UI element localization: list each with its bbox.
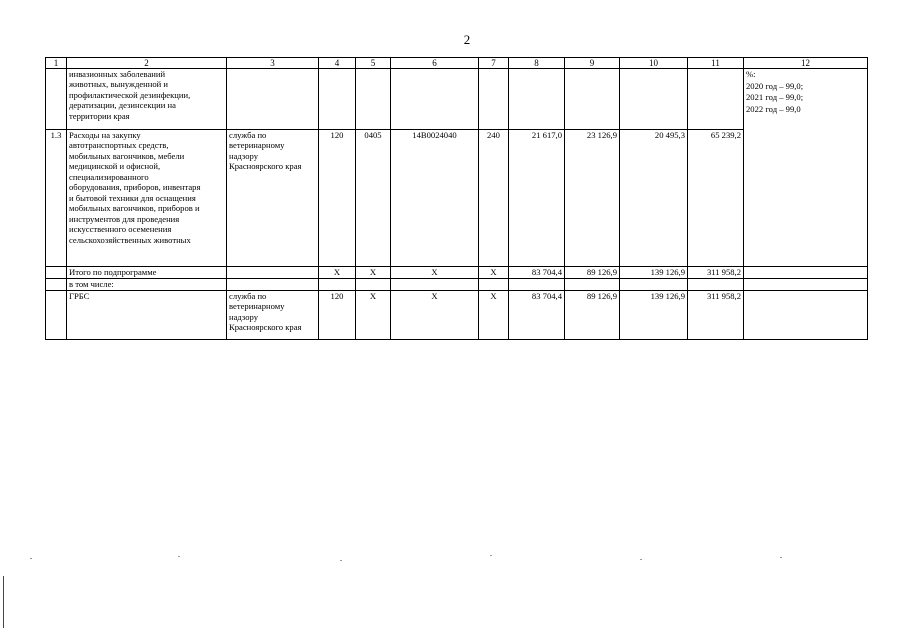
row-name: в том числе: xyxy=(67,279,227,291)
row-cell xyxy=(688,69,744,130)
row-cell: 14В0024040 xyxy=(391,130,479,267)
row-cell: Х xyxy=(356,291,391,340)
row-cell xyxy=(391,279,479,291)
row-cell: 0405 xyxy=(356,130,391,267)
row-executor xyxy=(227,279,319,291)
table-row xyxy=(46,69,868,130)
row-result xyxy=(744,279,868,291)
row-cell: 83 704,4 xyxy=(509,291,565,340)
row-cell: 21 617,0 xyxy=(509,130,565,267)
row-executor: служба по ветеринарному надзору Красноярского края xyxy=(227,130,319,267)
row-result xyxy=(744,267,868,279)
row-cell: Х xyxy=(319,267,356,279)
scan-edge-mark xyxy=(3,576,4,628)
scan-speck xyxy=(178,556,180,557)
row-result xyxy=(744,291,868,340)
row-cell: Х xyxy=(391,291,479,340)
header-cell: 6 xyxy=(391,58,479,69)
row-cell xyxy=(356,69,391,130)
row-number: 1.3 xyxy=(46,130,67,267)
row-name: инвазионных заболеваний животных, вынужденной и профилактической дезинфекции, дератизации, дезинсекции на территории края xyxy=(67,69,227,130)
row-cell xyxy=(509,279,565,291)
page-number: 2 xyxy=(463,32,471,47)
row-cell xyxy=(620,69,688,130)
table-row xyxy=(46,291,868,340)
header-cell: 8 xyxy=(509,58,565,69)
table-row xyxy=(46,267,868,279)
row-executor xyxy=(227,69,319,130)
header-cell: 5 xyxy=(356,58,391,69)
row-cell xyxy=(688,279,744,291)
row-cell: 120 xyxy=(319,130,356,267)
scan-speck xyxy=(340,560,342,561)
row-name: Итого по подпрограмме xyxy=(67,267,227,279)
row-name: Расходы на закупку автотранспортных средств, мобильных вагончиков, мебели медицинской и офисной, специализированного оборудования, приборов, инвентаря и бытовой техники для оснащения мобильных вагончиков, приборов и инструментов для проведения искусственного осеменения сельскохозяйственных животных xyxy=(67,130,227,267)
row-cell: Х xyxy=(356,267,391,279)
header-cell: 12 xyxy=(744,58,868,69)
row-cell xyxy=(319,279,356,291)
row-cell: Х xyxy=(479,291,509,340)
header-cell: 10 xyxy=(620,58,688,69)
row-cell: 83 704,4 xyxy=(509,267,565,279)
header-cell: 11 xyxy=(688,58,744,69)
row-cell xyxy=(620,279,688,291)
header-cell: 1 xyxy=(46,58,67,69)
row-number xyxy=(46,267,67,279)
budget-table xyxy=(45,57,868,340)
table-header-row xyxy=(46,58,868,69)
row-cell: 20 495,3 xyxy=(620,130,688,267)
row-executor xyxy=(227,267,319,279)
row-name: ГРБС xyxy=(67,291,227,340)
row-number xyxy=(46,69,67,130)
row-cell: Х xyxy=(391,267,479,279)
header-cell: 2 xyxy=(67,58,227,69)
row-cell: 240 xyxy=(479,130,509,267)
row-cell: 23 126,9 xyxy=(565,130,620,267)
row-cell: 311 958,2 xyxy=(688,291,744,340)
row-cell: 65 239,2 xyxy=(688,130,744,267)
scan-speck xyxy=(640,559,642,560)
row-cell: Х xyxy=(479,267,509,279)
row-cell xyxy=(509,69,565,130)
header-cell: 3 xyxy=(227,58,319,69)
scan-speck xyxy=(30,558,32,559)
row-cell xyxy=(565,69,620,130)
row-cell xyxy=(391,69,479,130)
row-cell: 139 126,9 xyxy=(620,291,688,340)
header-cell: 9 xyxy=(565,58,620,69)
row-cell: 139 126,9 xyxy=(620,267,688,279)
scan-speck xyxy=(490,555,492,556)
header-cell: 4 xyxy=(319,58,356,69)
row-cell: 311 958,2 xyxy=(688,267,744,279)
row-cell xyxy=(356,279,391,291)
row-number xyxy=(46,291,67,340)
row-cell: 120 xyxy=(319,291,356,340)
row-cell xyxy=(479,279,509,291)
table-row xyxy=(46,279,868,291)
header-cell: 7 xyxy=(479,58,509,69)
row-cell: 89 126,9 xyxy=(565,267,620,279)
row-cell: 89 126,9 xyxy=(565,291,620,340)
row-number xyxy=(46,279,67,291)
scan-speck xyxy=(780,557,782,558)
row-cell xyxy=(319,69,356,130)
row-cell xyxy=(565,279,620,291)
row-result: %: 2020 год – 99,0; 2021 год – 99,0; 2022 год – 99,0 xyxy=(744,69,868,267)
row-executor: служба по ветеринарному надзору Красноярского края xyxy=(227,291,319,340)
row-cell xyxy=(479,69,509,130)
